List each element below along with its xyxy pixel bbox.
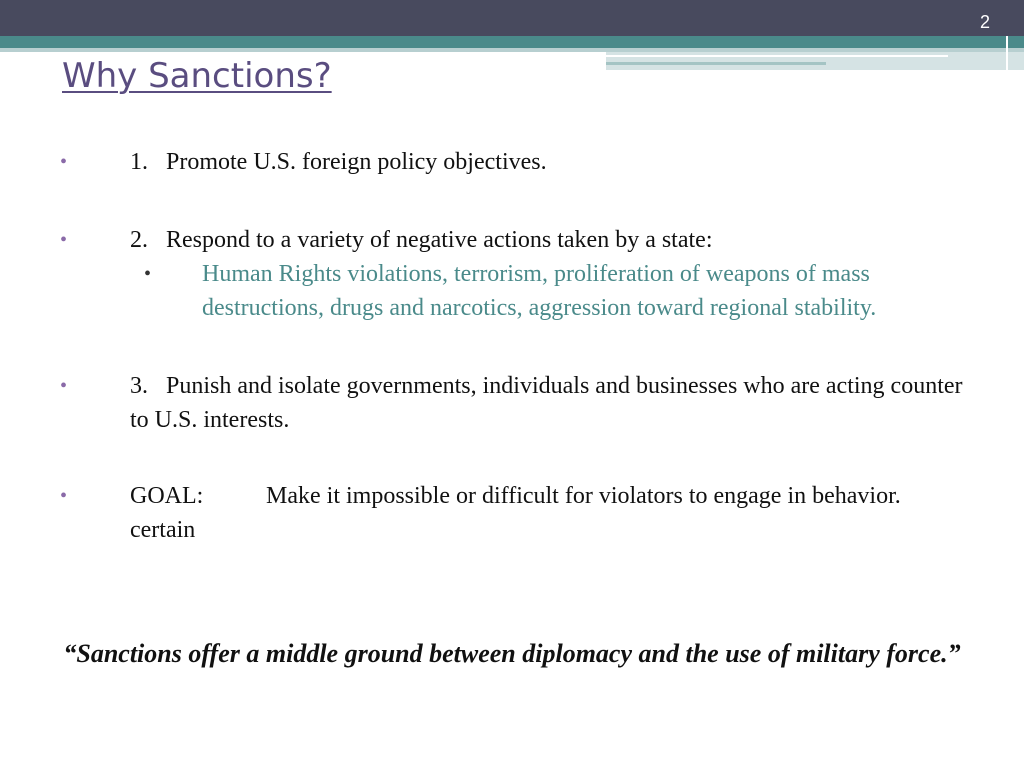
- slide-title: Why Sanctions?: [62, 56, 332, 96]
- sub-bullet-list: [130, 257, 980, 325]
- goal-label-line1: • GOAL:: [130, 483, 204, 509]
- bullet-item-respond: [60, 223, 980, 325]
- sub-bullet-item: • Human Rights violations, terrorism, proliferation of weapons of mass destructions, drugs and narcotics, aggression toward regional stability.: [130, 257, 980, 325]
- goal-label-line2: certain: [130, 517, 196, 543]
- header-decoration-line: [606, 55, 948, 57]
- bullet-text: Promote U.S. foreign policy objectives.: [166, 149, 547, 175]
- closing-quote: “Sanctions offer a middle ground between diplomacy and the use of military force.”: [63, 639, 961, 668]
- header-decoration-vertical-line: [1006, 36, 1008, 70]
- header-decoration-line-secondary: [606, 62, 826, 65]
- goal-text: Make it impossible or difficult for violators to engage in behavior.: [266, 483, 901, 509]
- bullet-number: 3.: [130, 373, 148, 399]
- bullet-number: 1.: [130, 149, 148, 175]
- bullet-item-promote: [60, 145, 980, 179]
- goal-label: [130, 479, 266, 547]
- bullet-text: Respond to a variety of negative actions taken by a state:: [166, 227, 713, 253]
- bullet-list: [60, 145, 980, 547]
- bullet-text: Punish and isolate governments, individuals and businesses who are acting counter to U.S. interests.: [130, 373, 963, 433]
- bullet-number: 2.: [130, 227, 148, 253]
- header-bar: [0, 0, 1024, 36]
- bullet-item-punish: [60, 369, 980, 437]
- header-teal-band: [0, 36, 1024, 48]
- bullet-item-goal: [60, 479, 980, 547]
- slide-number: 2: [979, 12, 990, 32]
